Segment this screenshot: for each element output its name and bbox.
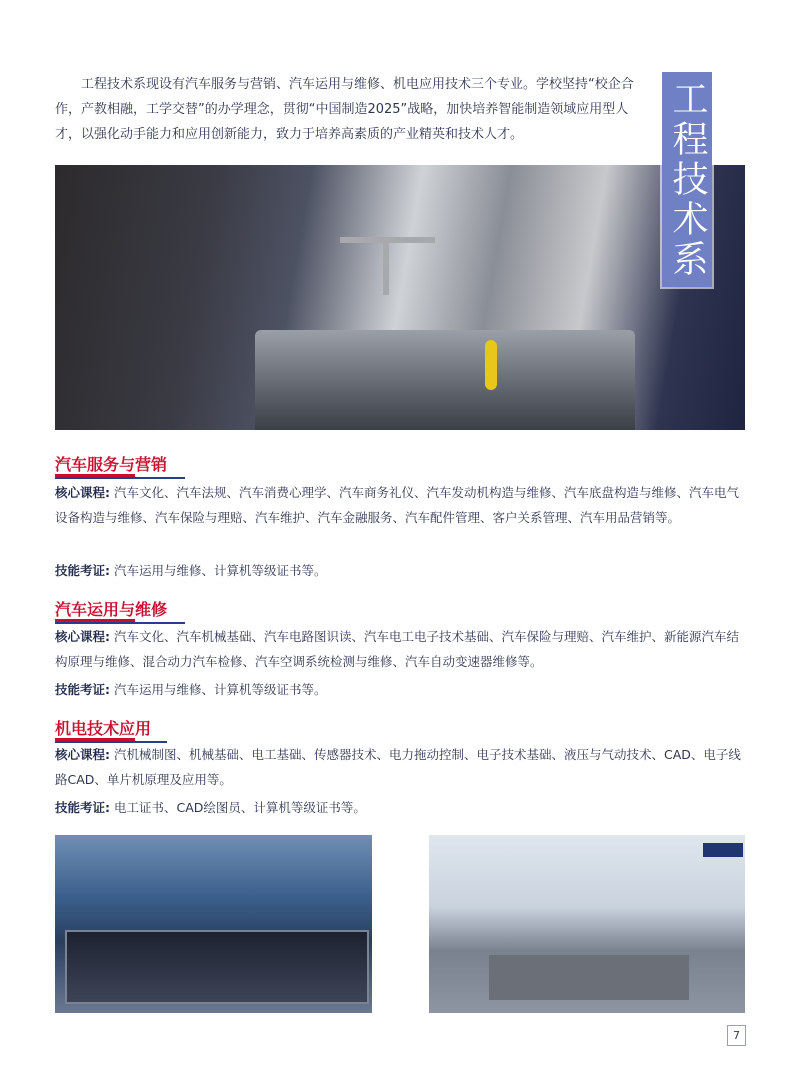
department-banner-text: 工程技术系 xyxy=(667,79,708,280)
section-title-auto-service: 汽车服务与营销 xyxy=(55,455,168,474)
section-courses-auto-service: 核心课程: 汽车文化、汽车法规、汽车消费心理学、汽车商务礼仪、汽车发动机构造与维修、汽车底盘构造与维修、汽车电气设备构造与维修、汽车保险与理赔、汽车维护、汽车金融服务、汽车配件管理、客户关系管理、汽车用品营销等。 xyxy=(55,485,739,525)
workbench xyxy=(489,955,689,1000)
hero-photo-engine-practice xyxy=(55,165,745,430)
section-title-mechatronics: 机电技术应用 xyxy=(55,719,152,738)
section-certs-auto-service: 技能考证: 汽车运用与维修、计算机等级证书等。 xyxy=(55,563,327,578)
page-number: 7 xyxy=(727,1025,746,1046)
photo-students-engine-workshop xyxy=(429,835,745,1013)
section-courses-mechatronics: 核心课程: 汽机械制图、机械基础、电工基础、传感器技术、电力拖动控制、电子技术基础、液压与气动技术、CAD、电子线路CAD、单片机原理及应用等。 xyxy=(55,747,741,787)
wrench-shaft xyxy=(383,240,389,295)
intro-paragraph xyxy=(55,72,645,147)
chassis-bench xyxy=(65,930,369,1004)
intro-text: 工程技术系现设有汽车服务与营销、汽车运用与维修、机电应用技术三个专业。学校坚持“校企合作，产教相融，工学交替”的办学理念，贯彻“中国制造2025”战略，加快培养智能制造领域应用型人才，以强化动手能力和应用创新能力，致力于培养高素质的产业精英和技术人才。 xyxy=(55,77,634,142)
section-title-auto-repair: 汽车运用与维修 xyxy=(55,600,168,619)
section-certs-mechatronics: 技能考证: 电工证书、CAD绘图员、计算机等级证书等。 xyxy=(55,800,366,815)
lab-sign xyxy=(703,843,743,857)
section-certs-auto-repair: 技能考证: 汽车运用与维修、计算机等级证书等。 xyxy=(55,682,327,697)
photo-chassis-lab xyxy=(55,835,372,1013)
section-underline xyxy=(55,738,167,741)
section-courses-auto-repair: 核心课程: 汽车文化、汽车机械基础、汽车电路图识读、汽车电工电子技术基础、汽车保险与理赔、汽车维护、新能源汽车结构原理与维修、混合动力汽车检修、汽车空调系统检测与维修、汽车自动变速器维修等。 xyxy=(55,629,739,669)
section-underline xyxy=(55,619,185,622)
section-underline xyxy=(55,474,185,477)
engine-block xyxy=(255,330,635,430)
department-banner xyxy=(662,72,712,287)
